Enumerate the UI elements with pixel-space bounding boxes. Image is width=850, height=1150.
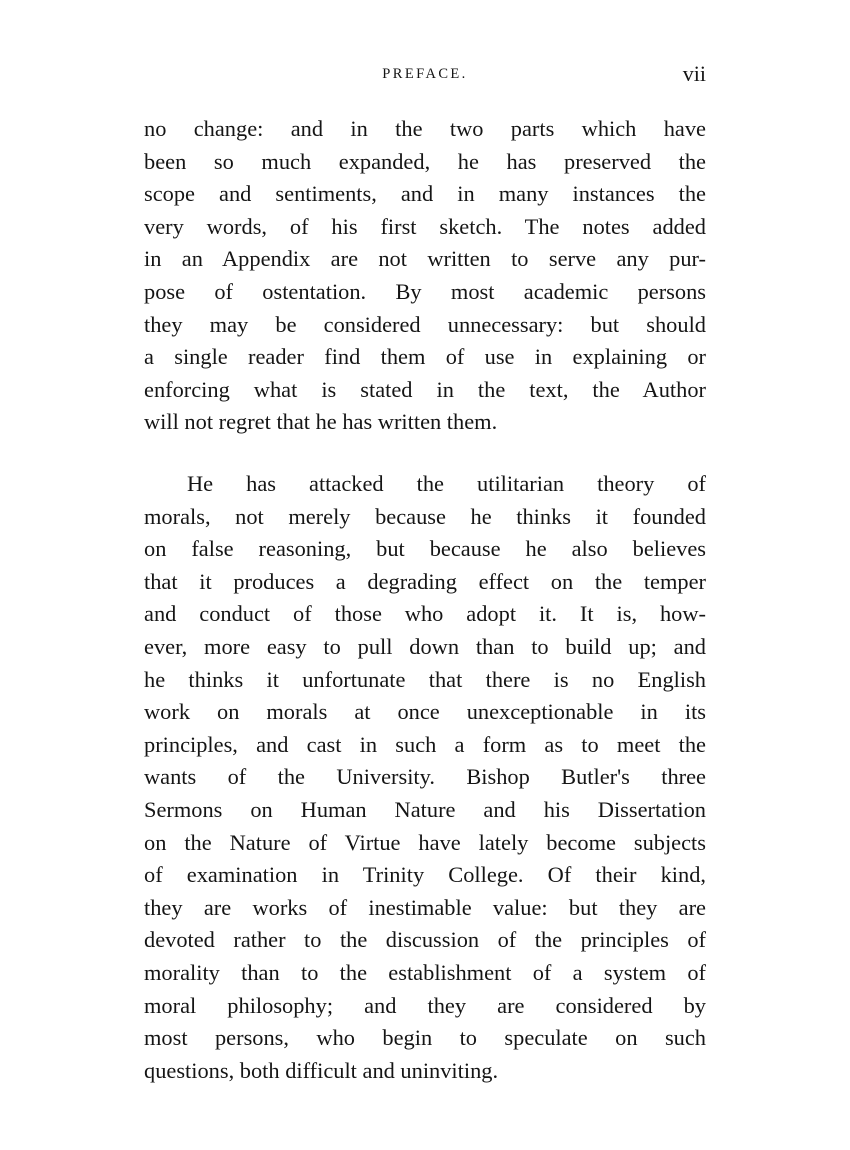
text-line: he thinks it unfortunate that there is no English <box>144 666 706 692</box>
text-line: ever, more easy to pull down than to build up; and <box>144 633 706 659</box>
text-line: they are works of inestimable value: but they are <box>144 894 706 920</box>
text-line: they may be considered unnecessary: but should <box>144 311 706 337</box>
running-head: PREFACE. <box>382 66 468 82</box>
text-line: that it produces a degrading effect on the temper <box>144 568 706 594</box>
page-number: vii <box>682 61 706 86</box>
text-line: pose of ostentation. By most academic persons <box>144 278 706 304</box>
text-line: enforcing what is stated in the text, the Author <box>144 376 706 402</box>
text-line: on the Nature of Virtue have lately become subjects <box>144 829 706 855</box>
text-line: in an Appendix are not written to serve any pur- <box>144 246 706 272</box>
text-line: been so much expanded, he has preserved the <box>144 148 706 174</box>
text-line: on false reasoning, but because he also believes <box>144 536 706 562</box>
text-line: Sermons on Human Nature and his Dissertation <box>144 796 706 822</box>
text-line: no change: and in the two parts which have <box>144 116 706 141</box>
text-line: wants of the University. Bishop Butler's three <box>144 764 706 790</box>
text-line: very words, of his first sketch. The notes added <box>144 213 706 239</box>
text-line: a single reader find them of use in explaining or <box>144 344 706 370</box>
text-line: morality than to the establishment of a system of <box>144 959 706 985</box>
text-line: will not regret that he has written them. <box>144 409 498 435</box>
text-line: questions, both difficult and uninviting. <box>144 1057 499 1083</box>
text-line: devoted rather to the discussion of the principles of <box>144 927 706 953</box>
text-line: morals, not merely because he thinks it founded <box>144 503 706 529</box>
paragraph-1 <box>144 113 706 439</box>
paragraph-2 <box>144 468 706 1087</box>
text-line: principles, and cast in such a form as to meet the <box>144 731 706 757</box>
text-line: most persons, who begin to speculate on such <box>144 1025 706 1051</box>
text-line: and conduct of those who adopt it. It is, how- <box>144 601 706 627</box>
page-header <box>144 62 706 86</box>
text-line: scope and sentiments, and in many instances the <box>144 181 706 207</box>
text-line: of examination in Trinity College. Of their kind, <box>144 862 706 888</box>
text-line: moral philosophy; and they are considered by <box>144 992 706 1018</box>
text-line: work on morals at once unexceptionable in its <box>144 699 706 725</box>
text-line: He has attacked the utilitarian theory of <box>187 471 706 496</box>
